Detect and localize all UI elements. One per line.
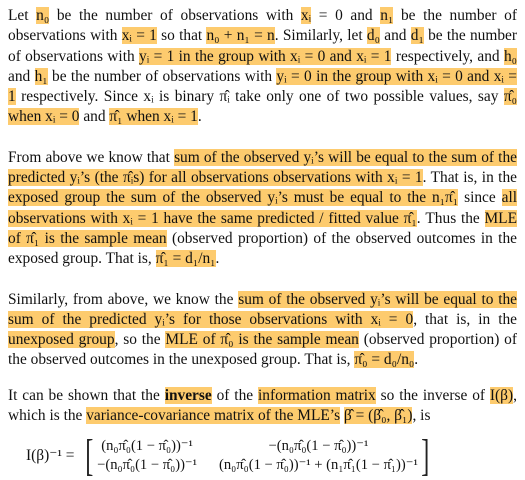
highlighted-text: β̂ = (β̂₀, β̂₁) (343, 407, 413, 425)
text-run: Similarly, from above, we know the (8, 290, 239, 308)
text-run: and (379, 27, 411, 45)
text-run: of the (211, 386, 258, 404)
highlighted-text: n₀ (36, 7, 50, 24)
highlighted-text: π̂₀ when xᵢ = 0 (8, 88, 517, 126)
highlighted-text: d₀ (366, 27, 380, 45)
text-run: . Thus the (416, 209, 485, 227)
variance-covariance-equation (8, 431, 517, 480)
highlighted-text: π̂₁ = d₁/n₁ (155, 250, 216, 268)
text-run: so the inverse of (375, 386, 490, 404)
text-run: so that (156, 27, 207, 45)
highlighted-text: n₀ + n₁ = n (206, 27, 275, 45)
matrix-cell-22: (n₀π̂₀(1 − π̂₀))⁻¹ + (n₁π̂₁(1 − π̂₁))⁻¹ (219, 457, 418, 474)
inverse-information-matrix (97, 437, 418, 475)
text-run: From above we know that (8, 148, 175, 166)
text-run: be the number of observations with (8, 7, 517, 45)
highlighted-text: exposed group the sum of the observed yᵢ’s must be equal to the n₁π̂₁ (8, 189, 459, 207)
text-run: , is (412, 407, 431, 425)
text-run: respectively. Since xᵢ is binary π̂ᵢ take only one of two possible values, say (15, 88, 504, 106)
text-run: since (458, 189, 502, 207)
highlighted-text: sum of the observed yᵢ’s will be equal to the sum of the predicted yᵢ’s for those observations with xᵢ = 0 (8, 290, 517, 328)
highlighted-text: inverse (164, 386, 212, 404)
equation-lhs: I(β)⁻¹ = (26, 447, 75, 465)
text-run: It can be shown that the (8, 386, 165, 404)
paragraph-exposed-group (8, 148, 517, 270)
highlighted-text: variance-covariance matrix of the MLE’s (86, 407, 341, 425)
left-bracket: [ (85, 431, 94, 480)
highlighted-text: I(β) (489, 386, 514, 404)
highlighted-text: n₁ (380, 7, 394, 24)
text-run: , so the (114, 331, 166, 349)
paragraph-definitions (8, 6, 517, 128)
highlighted-text: h₀ (503, 47, 517, 65)
text-run: Let (8, 7, 37, 24)
text-run: respectively, and (391, 47, 504, 65)
highlighted-text: unexposed group (8, 331, 115, 349)
text-run: be the number of observations with (8, 27, 517, 65)
highlighted-text: π̂₁ when xᵢ = 1 (109, 108, 198, 126)
highlighted-text: xᵢ = 1 (121, 27, 157, 45)
highlighted-text: MLE of π̂₀ is the sample mean (165, 331, 359, 349)
text-run: . (414, 351, 419, 369)
text-run: . (215, 250, 220, 268)
highlighted-text: yᵢ = 0 in the group with xᵢ = 0 and xᵢ = 1 (8, 67, 517, 106)
highlighted-text: xᵢ (300, 7, 312, 24)
highlighted-text: sum of the observed yᵢ’s will be equal to the sum of the predicted yᵢ’s (the π̂ᵢs) for all observations observations with xᵢ = 1 (8, 148, 517, 187)
highlighted-text: information matrix (258, 386, 376, 404)
text-run: , which is the (8, 386, 517, 425)
matrix-cell-12: −(n₀π̂₀(1 − π̂₀))⁻¹ (268, 438, 369, 455)
highlighted-text: d₁ (410, 27, 424, 45)
text-run: . (197, 108, 202, 126)
highlighted-text: MLE of π̂₁ is the sample mean (8, 209, 517, 247)
matrix-cell-11: (n₀π̂₀(1 − π̂₀))⁻¹ (101, 438, 193, 455)
text-run: and (79, 108, 110, 126)
text-run: (observed proportion) of the observed outcomes in the exposed group. That is, (8, 229, 517, 268)
text-run: be the number of observations with (47, 67, 277, 85)
text-run: (observed proportion) of the observed outcomes in the unexposed group. That is, (8, 331, 517, 369)
right-bracket: ] (421, 431, 430, 480)
paragraph-unexposed-group (8, 290, 517, 371)
text-run: . That is, in the (422, 169, 517, 187)
text-run: = 0 and (311, 7, 381, 24)
highlighted-text: π̂₀ = d₀/n₀ (354, 351, 415, 369)
highlighted-text: h₁ (34, 67, 48, 85)
text-run: and (8, 67, 35, 85)
text-run: , that is, in the (413, 310, 517, 328)
highlighted-text: yᵢ = 1 in the group with xᵢ = 0 and xᵢ = 1 (139, 47, 392, 65)
paragraph-information-matrix (8, 386, 517, 427)
text-run: be the number of observations with (49, 7, 301, 24)
matrix-cell-21: −(n₀π̂₀(1 − π̂₀))⁻¹ (97, 457, 198, 474)
text-run: . Similarly, let (274, 27, 367, 45)
highlighted-text: all observations with xᵢ = 1 have the same predicted / fitted value π̂₁ (8, 189, 518, 227)
